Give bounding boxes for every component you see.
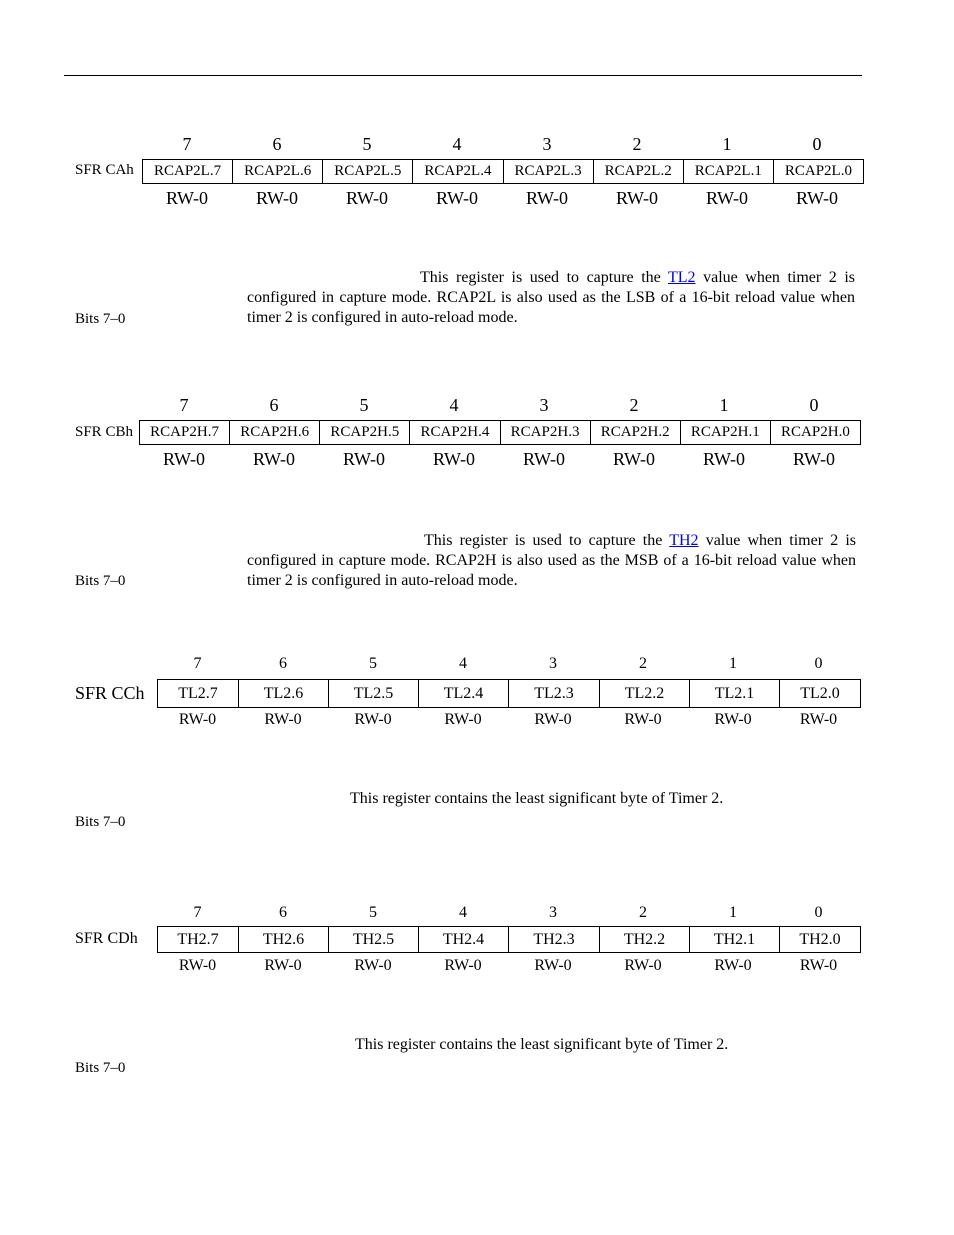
- bit-number: 4: [459, 904, 467, 921]
- bit-number: 4: [452, 134, 462, 154]
- bit-number: 7: [193, 904, 202, 921]
- bit-name-cell: RCAP2L.3: [503, 160, 593, 184]
- table-row: [140, 421, 861, 445]
- access-value: RW-0: [702, 449, 745, 469]
- bits-label: Bits 7–0: [75, 573, 126, 589]
- bit-name-cell: TH2.7: [158, 927, 239, 953]
- access-value: RW-0: [165, 188, 208, 208]
- access-value: RW-0: [792, 449, 835, 469]
- access-value: RW-0: [435, 188, 478, 208]
- access-value: RW-0: [444, 711, 482, 728]
- access-value: RW-0: [799, 957, 838, 974]
- register-description: This register contains the least significant byte of Timer 2.: [355, 1036, 729, 1053]
- bits-label: Bits 7–0: [75, 1060, 126, 1076]
- access-value: RW-0: [525, 188, 568, 208]
- access-value: RW-0: [705, 188, 748, 208]
- bit-number: 6: [279, 655, 287, 672]
- bit-number: 3: [549, 904, 557, 921]
- bit-number: 7: [182, 134, 192, 154]
- bit-number: 7: [193, 655, 202, 672]
- access-value: RW-0: [264, 711, 302, 728]
- bit-number: 0: [809, 395, 819, 415]
- bit-number-row: [142, 134, 862, 155]
- table-row: [143, 160, 864, 184]
- register-description: [247, 268, 855, 328]
- description-paragraph: [247, 531, 856, 591]
- access-value: RW-0: [534, 711, 572, 728]
- bit-number: 3: [549, 655, 557, 672]
- access-value: RW-0: [714, 957, 752, 974]
- bit-name-cell: RCAP2L.4: [413, 160, 503, 184]
- bit-name-cell: RCAP2H.1: [680, 421, 770, 445]
- bit-name-cell: TL2.2: [600, 680, 690, 708]
- access-value: RW-0: [255, 188, 298, 208]
- bit-number: 0: [814, 655, 823, 672]
- bits-label: Bits 7–0: [75, 814, 126, 830]
- bit-name-cell: RCAP2L.0: [773, 160, 863, 184]
- bit-number-row: [157, 904, 859, 922]
- bit-name-cell: RCAP2H.7: [140, 421, 230, 445]
- access-value: RW-0: [345, 188, 388, 208]
- register-bit-table: [157, 926, 861, 953]
- bit-number: 2: [629, 395, 639, 415]
- access-value: RW-0: [714, 711, 752, 728]
- bit-number-row: [139, 395, 859, 416]
- table-row: [158, 927, 861, 953]
- access-value: RW-0: [534, 957, 572, 974]
- bit-name-cell: RCAP2L.7: [143, 160, 233, 184]
- access-value: RW-0: [624, 711, 662, 728]
- bit-name-cell: RCAP2H.3: [500, 421, 590, 445]
- access-value: RW-0: [162, 449, 205, 469]
- access-value: RW-0: [354, 957, 392, 974]
- bit-number: 4: [459, 655, 467, 672]
- bit-number: 6: [269, 395, 279, 415]
- bit-name-cell: RCAP2L.1: [683, 160, 773, 184]
- access-value: RW-0: [795, 188, 838, 208]
- access-value: RW-0: [178, 711, 217, 728]
- bit-name-cell: TH2.6: [239, 927, 329, 953]
- bit-name-cell: TL2.5: [329, 680, 419, 708]
- bit-number: 2: [639, 904, 647, 921]
- bit-name-cell: RCAP2L.6: [233, 160, 323, 184]
- description-text: This register is used to capture the: [420, 269, 668, 286]
- description-text: value when timer 2 is configured in capture mode. RCAP2L is also used as the LSB of a 16-bit reload value when timer 2 is configured in auto-reload mode.: [247, 269, 855, 326]
- bit-name-cell: TH2.3: [509, 927, 600, 953]
- description-paragraph: [247, 268, 855, 328]
- bit-name-cell: TH2.5: [329, 927, 419, 953]
- bit-number: 7: [179, 395, 189, 415]
- register-description: This register contains the least significant byte of Timer 2.: [350, 790, 724, 807]
- bit-number: 6: [272, 134, 282, 154]
- register-bit-table: [157, 679, 861, 708]
- access-value: RW-0: [252, 449, 295, 469]
- bits-label: Bits 7–0: [75, 311, 126, 327]
- bit-number: 2: [632, 134, 642, 154]
- bit-number: 3: [539, 395, 549, 415]
- access-value: RW-0: [354, 711, 392, 728]
- access-value: RW-0: [264, 957, 302, 974]
- bit-name-cell: TL2.7: [158, 680, 239, 708]
- bit-number: 4: [449, 395, 459, 415]
- access-value: RW-0: [612, 449, 655, 469]
- bit-name-cell: RCAP2H.5: [320, 421, 410, 445]
- bit-name-cell: RCAP2L.5: [323, 160, 413, 184]
- bit-number: 5: [362, 134, 372, 154]
- bit-number: 1: [722, 134, 732, 154]
- access-value: RW-0: [624, 957, 662, 974]
- access-value: RW-0: [178, 957, 217, 974]
- access-value: RW-0: [615, 188, 658, 208]
- bit-name-cell: TH2.2: [600, 927, 690, 953]
- description-text: value when timer 2 is configured in capture mode. RCAP2H is also used as the MSB of a 16-bit reload value when timer 2 is configured in auto-reload mode.: [247, 532, 857, 589]
- register-bit-table: [142, 159, 864, 184]
- access-value: RW-0: [444, 957, 482, 974]
- bit-name-cell: RCAP2H.6: [230, 421, 320, 445]
- bit-number: 1: [729, 655, 737, 672]
- sfr-address: SFR CAh: [75, 162, 134, 178]
- access-value: RW-0: [799, 711, 838, 728]
- access-value: RW-0: [522, 449, 565, 469]
- bit-number: 5: [369, 655, 377, 672]
- bit-name-cell: RCAP2H.4: [410, 421, 500, 445]
- bit-name-cell: TL2.6: [239, 680, 329, 708]
- bit-name-cell: RCAP2H.2: [590, 421, 680, 445]
- bit-name-cell: TH2.1: [690, 927, 780, 953]
- register-description: [247, 531, 856, 591]
- bit-name-cell: RCAP2H.0: [770, 421, 860, 445]
- bit-number: 0: [814, 904, 823, 921]
- bit-name-cell: TL2.0: [780, 680, 861, 708]
- access-value: RW-0: [342, 449, 385, 469]
- tl2-link[interactable]: TL2: [668, 269, 696, 286]
- sfr-address: SFR CCh: [75, 683, 145, 703]
- bit-number: 5: [359, 395, 369, 415]
- sfr-address: SFR CDh: [75, 930, 138, 947]
- header-rule: [64, 75, 862, 76]
- bit-number: 1: [729, 904, 737, 921]
- access-value: RW-0: [432, 449, 475, 469]
- bit-name-cell: TH2.0: [780, 927, 861, 953]
- table-row: [158, 680, 861, 708]
- th2-link[interactable]: TH2: [669, 532, 699, 549]
- access-row: [157, 957, 859, 975]
- description-text: This register is used to capture the: [424, 532, 670, 549]
- bit-number: 5: [369, 904, 377, 921]
- bit-number: 2: [639, 655, 647, 672]
- sfr-address: SFR CBh: [75, 424, 133, 440]
- access-row: [157, 711, 859, 729]
- bit-name-cell: TL2.1: [690, 680, 780, 708]
- bit-number-row: [157, 655, 859, 673]
- bit-name-cell: TH2.4: [419, 927, 509, 953]
- access-row: [139, 449, 859, 470]
- bit-name-cell: TL2.3: [509, 680, 600, 708]
- bit-number: 0: [812, 134, 822, 154]
- bit-number: 6: [279, 904, 287, 921]
- bit-name-cell: TL2.4: [419, 680, 509, 708]
- register-bit-table: [139, 420, 861, 445]
- bit-name-cell: RCAP2L.2: [593, 160, 683, 184]
- bit-number: 3: [542, 134, 552, 154]
- access-row: [142, 188, 862, 209]
- bit-number: 1: [719, 395, 729, 415]
